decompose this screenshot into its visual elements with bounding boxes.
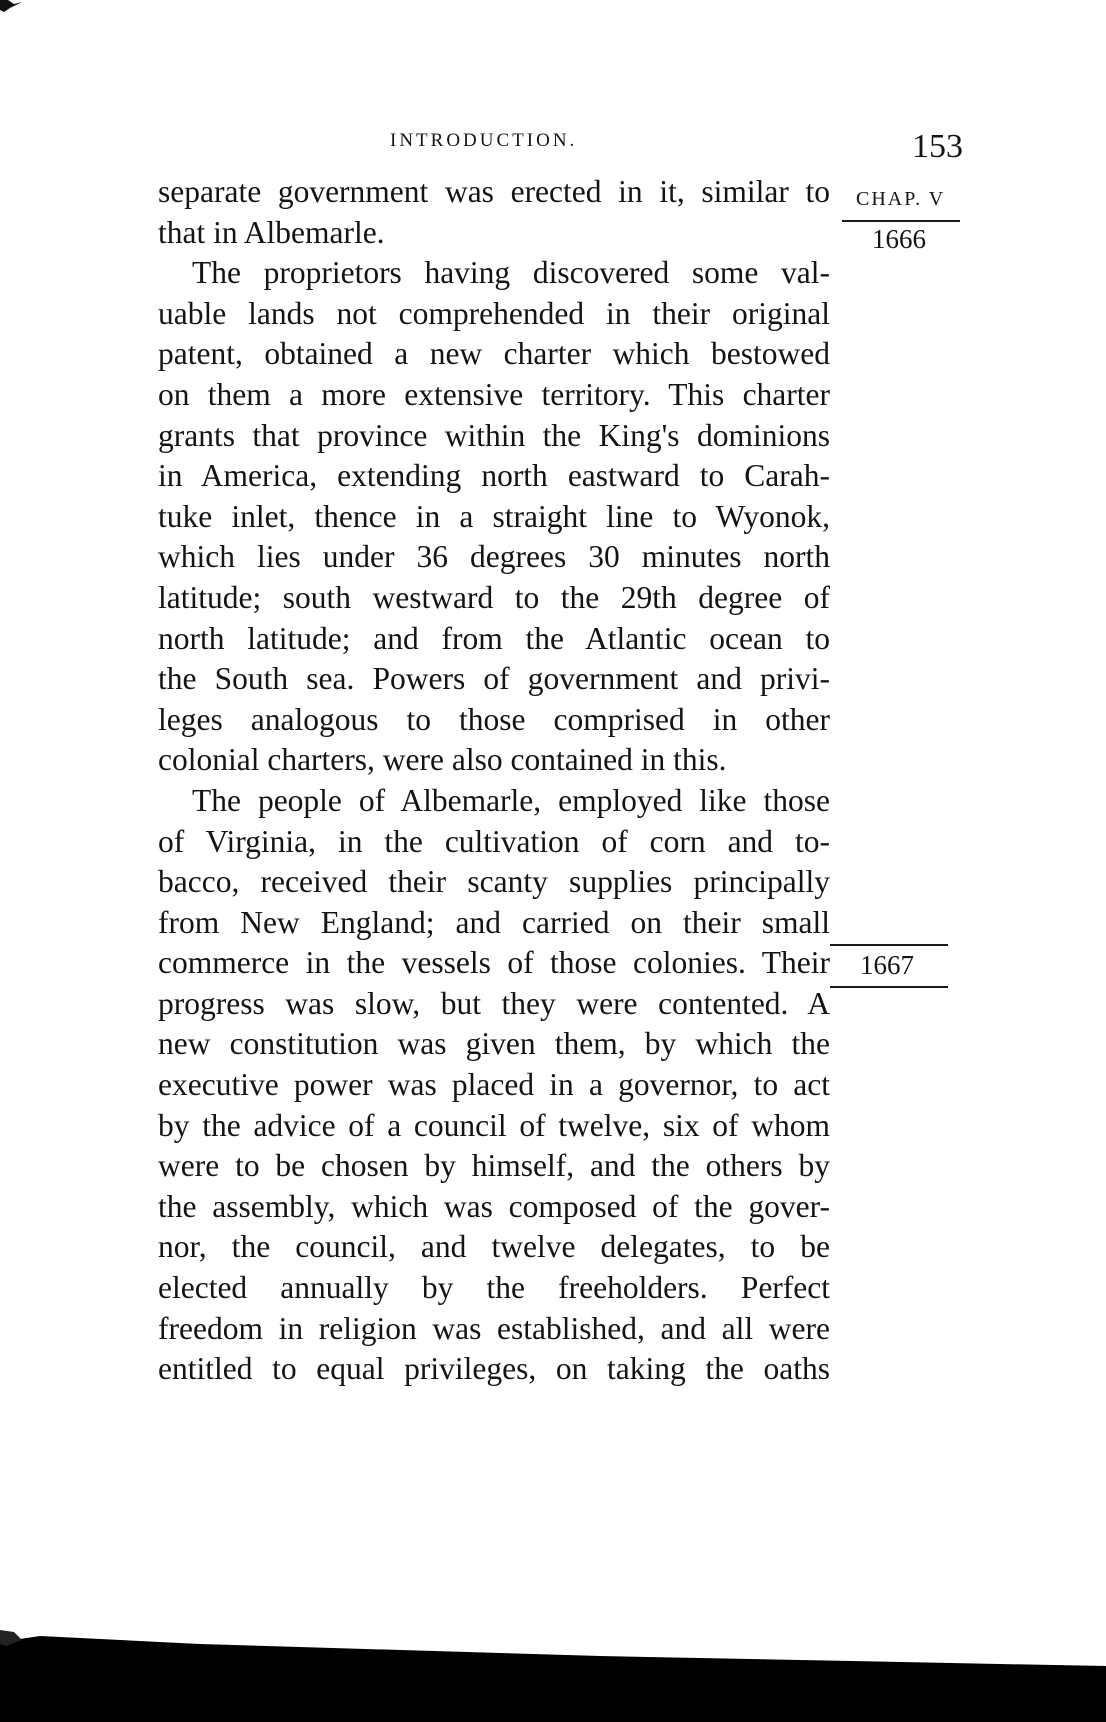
scan-corner-mark xyxy=(0,0,80,20)
text-line: latitude; south westward to the 29th degree of xyxy=(158,579,830,615)
text-line: uable lands not comprehended in their original xyxy=(158,295,830,331)
running-header: INTRODUCTION. xyxy=(390,130,578,151)
margin-chapter-label: CHAP. V xyxy=(856,188,946,210)
margin-rule xyxy=(842,220,960,222)
text-line: were to be chosen by himself, and the others by xyxy=(158,1148,830,1184)
text-line: from New England; and carried on their small xyxy=(158,904,830,940)
text-line: grants that province within the King's dominions xyxy=(158,417,830,453)
text-line: tuke inlet, thence in a straight line to Wyonok, xyxy=(158,498,830,534)
margin-rule xyxy=(830,986,948,988)
text-line: colonial charters, were also contained in this. xyxy=(158,742,727,778)
text-line: the South sea. Powers of government and privi- xyxy=(158,661,830,697)
page-number: 153 xyxy=(912,128,963,165)
margin-year-1667: 1667 xyxy=(860,950,914,980)
text-line: in America, extending north eastward to Carah- xyxy=(158,458,830,494)
scanner-edge xyxy=(0,1630,1106,1722)
text-line: which lies under 36 degrees 30 minutes north xyxy=(158,539,830,575)
text-line: on them a more extensive territory. This charter xyxy=(158,376,830,412)
text-line: The people of Albemarle, employed like those xyxy=(192,782,830,818)
text-line: leges analogous to those comprised in other xyxy=(158,701,830,737)
body-text xyxy=(158,172,830,1390)
text-line: nor, the council, and twelve delegates, to be xyxy=(158,1229,830,1265)
text-line: new constitution was given them, by which the xyxy=(158,1026,830,1062)
text-line: separate government was erected in it, similar to xyxy=(158,174,830,209)
margin-year-1666: 1666 xyxy=(872,224,926,254)
text-line: by the advice of a council of twelve, six of whom xyxy=(158,1107,830,1143)
text-line: patent, obtained a new charter which bestowed xyxy=(158,336,830,372)
text-line: that in Albemarle. xyxy=(158,214,385,250)
text-line: progress was slow, but they were contented. A xyxy=(158,985,830,1021)
text-line: the assembly, which was composed of the gover- xyxy=(158,1188,830,1224)
text-line: bacco, received their scanty supplies principally xyxy=(158,864,830,900)
text-line: The proprietors having discovered some val- xyxy=(192,255,830,291)
text-line: freedom in religion was established, and all were xyxy=(158,1310,830,1346)
text-line: executive power was placed in a governor, to act xyxy=(158,1067,830,1103)
text-line: north latitude; and from the Atlantic ocean to xyxy=(158,620,830,656)
text-line: commerce in the vessels of those colonies. Their xyxy=(158,945,830,981)
text-line: elected annually by the freeholders. Perfect xyxy=(158,1270,830,1306)
text-line: entitled to equal privileges, on taking the oaths xyxy=(158,1351,830,1387)
text-line: of Virginia, in the cultivation of corn and to- xyxy=(158,823,830,859)
margin-rule xyxy=(830,944,948,946)
